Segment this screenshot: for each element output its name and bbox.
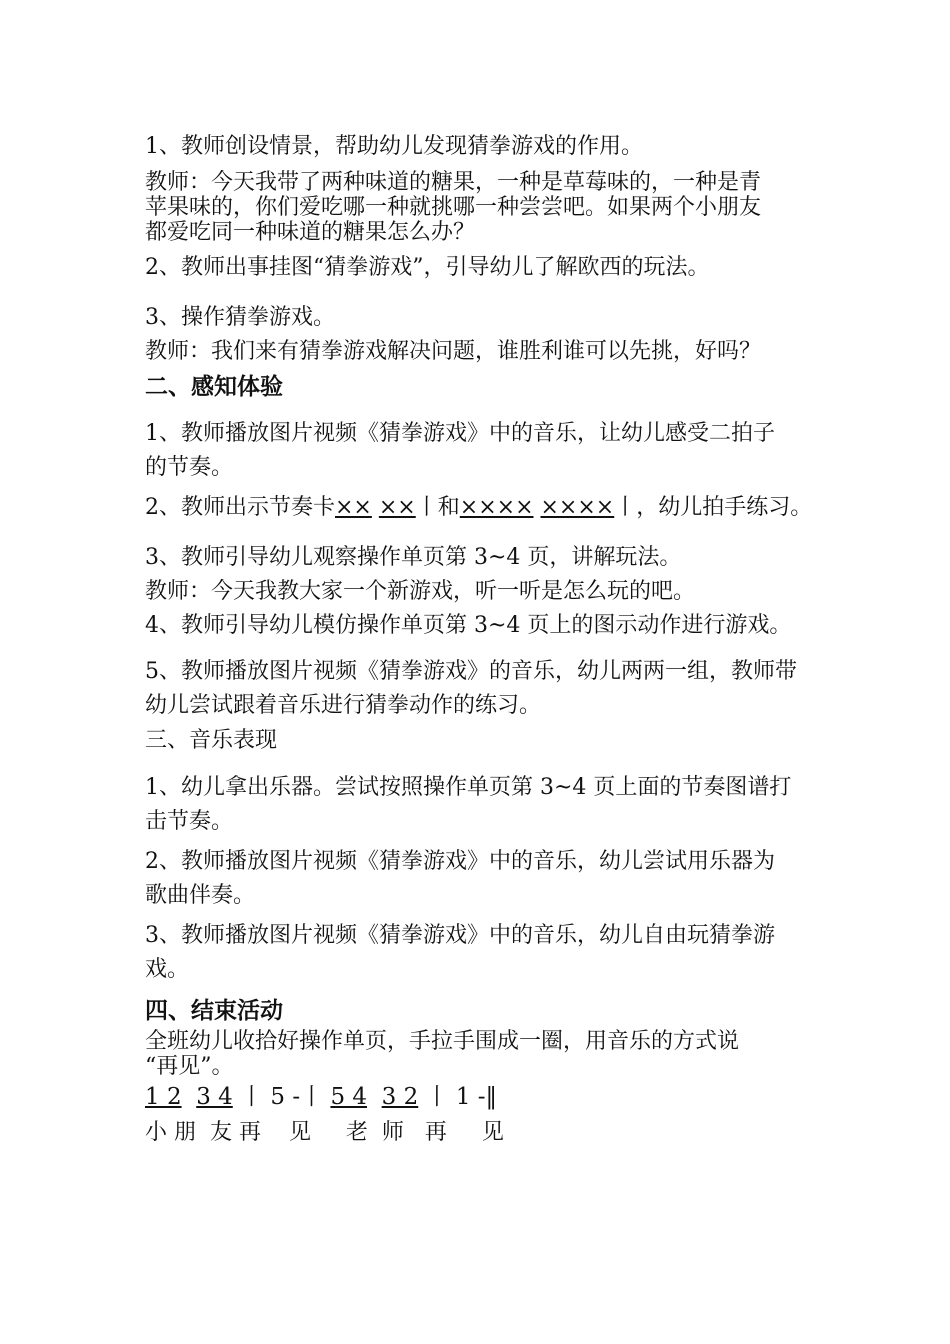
teacher-dialogue-1-line-2: 苹果味的，你们爱吃哪一种就挑哪一种尝尝吧。如果两个小朋友 — [145, 195, 762, 220]
ending-line-1: 全班幼儿收拾好操作单页，手拉手围成一圈，用音乐的方式说 — [145, 1029, 740, 1054]
teacher-dialogue-1 — [145, 170, 825, 245]
rhythm-card-1b: ×× — [378, 495, 416, 520]
music-item-3-line-1: 3、教师播放图片视频《猜拳游戏》中的音乐，幼儿自由玩猜拳游 — [145, 923, 775, 948]
teacher-dialogue-1-line-1: 教师：今天我带了两种味道的糖果，一种是草莓味的，一种是青 — [145, 170, 762, 195]
music-item-3-line-2: 戏。 — [145, 957, 190, 982]
music-item-1-line-2: 击节奏。 — [145, 809, 234, 834]
section-heading-music: 三、音乐表现 — [145, 728, 278, 753]
perception-item-5-line-1: 5、教师播放图片视频《猜拳游戏》的音乐，幼儿两两一组，教师带 — [145, 659, 797, 684]
perception-item-2-prefix: 2、教师出示节奏卡 — [145, 495, 335, 520]
perception-item-5-line-2: 幼儿尝试跟着音乐进行猜拳动作的练习。 — [145, 693, 542, 718]
perception-item-3: 3、教师引导幼儿观察操作单页第 3~4 页，讲解玩法。 — [145, 545, 682, 570]
rhythm-card-2a: ×××× — [459, 495, 534, 520]
notation-group-1: 1 2 — [145, 1084, 182, 1110]
teacher-dialogue-2: 教师：我们来有猜拳游戏解决问题，谁胜利谁可以先挑，好吗？ — [145, 339, 762, 364]
song-lyrics: 小 朋 友 再 见 老 师 再 见 — [145, 1120, 504, 1145]
music-item-1-line-1: 1、幼儿拿出乐器。尝试按照操作单页第 3~4 页上面的节奏图谱打 — [145, 775, 792, 800]
music-item-3 — [145, 919, 825, 987]
perception-item-1-line-1: 1、教师播放图片视频《猜拳游戏》中的音乐，让幼儿感受二拍子 — [145, 421, 775, 446]
rhythm-card-2b: ×××× — [540, 495, 615, 520]
section-heading-ending: 四、结束活动 — [145, 997, 283, 1024]
notation-group-3: 5 4 — [330, 1084, 368, 1110]
perception-item-5 — [145, 655, 825, 723]
teacher-dialogue-1-line-3: 都爱吃同一种味道的糖果怎么办？ — [145, 220, 476, 245]
document-page — [145, 130, 825, 1151]
ending-line-2: “再见”。 — [145, 1054, 234, 1079]
perception-teacher-dialogue: 教师：今天我教大家一个新游戏，听一听是怎么玩的吧。 — [145, 579, 696, 604]
perception-item-1-line-2: 的节奏。 — [145, 455, 234, 480]
intro-item-3: 3、操作猜拳游戏。 — [145, 305, 335, 330]
music-item-2-line-1: 2、教师播放图片视频《猜拳游戏》中的音乐，幼儿尝试用乐器为 — [145, 849, 775, 874]
section-heading-perception: 二、感知体验 — [145, 373, 283, 400]
notation-bar-1: 丨 5 -丨 — [240, 1084, 324, 1110]
perception-item-2 — [145, 491, 825, 525]
music-item-2-line-2: 歌曲伴奏。 — [145, 883, 256, 908]
notation-bar-2: 丨 1 -‖ — [425, 1084, 498, 1110]
bar-line-and: 丨和 — [415, 495, 460, 520]
music-item-1 — [145, 771, 825, 839]
music-item-2 — [145, 845, 825, 913]
ending-paragraph — [145, 1029, 825, 1079]
perception-item-1 — [145, 417, 825, 485]
notation-group-4: 3 2 — [381, 1084, 419, 1110]
rhythm-card-1a: ×× — [335, 495, 372, 520]
perception-item-4: 4、教师引导幼儿模仿操作单页第 3~4 页上的图示动作进行游戏。 — [145, 613, 792, 638]
intro-item-2: 2、教师出事挂图“猜拳游戏”，引导幼儿了解欧西的玩法。 — [145, 255, 710, 280]
intro-item-1: 1、教师创设情景，帮助幼儿发现猜拳游戏的作用。 — [145, 134, 643, 159]
music-notation — [145, 1079, 825, 1115]
perception-item-2-suffix: 丨，幼儿拍手练习。 — [614, 495, 813, 520]
notation-group-2: 3 4 — [196, 1084, 233, 1110]
